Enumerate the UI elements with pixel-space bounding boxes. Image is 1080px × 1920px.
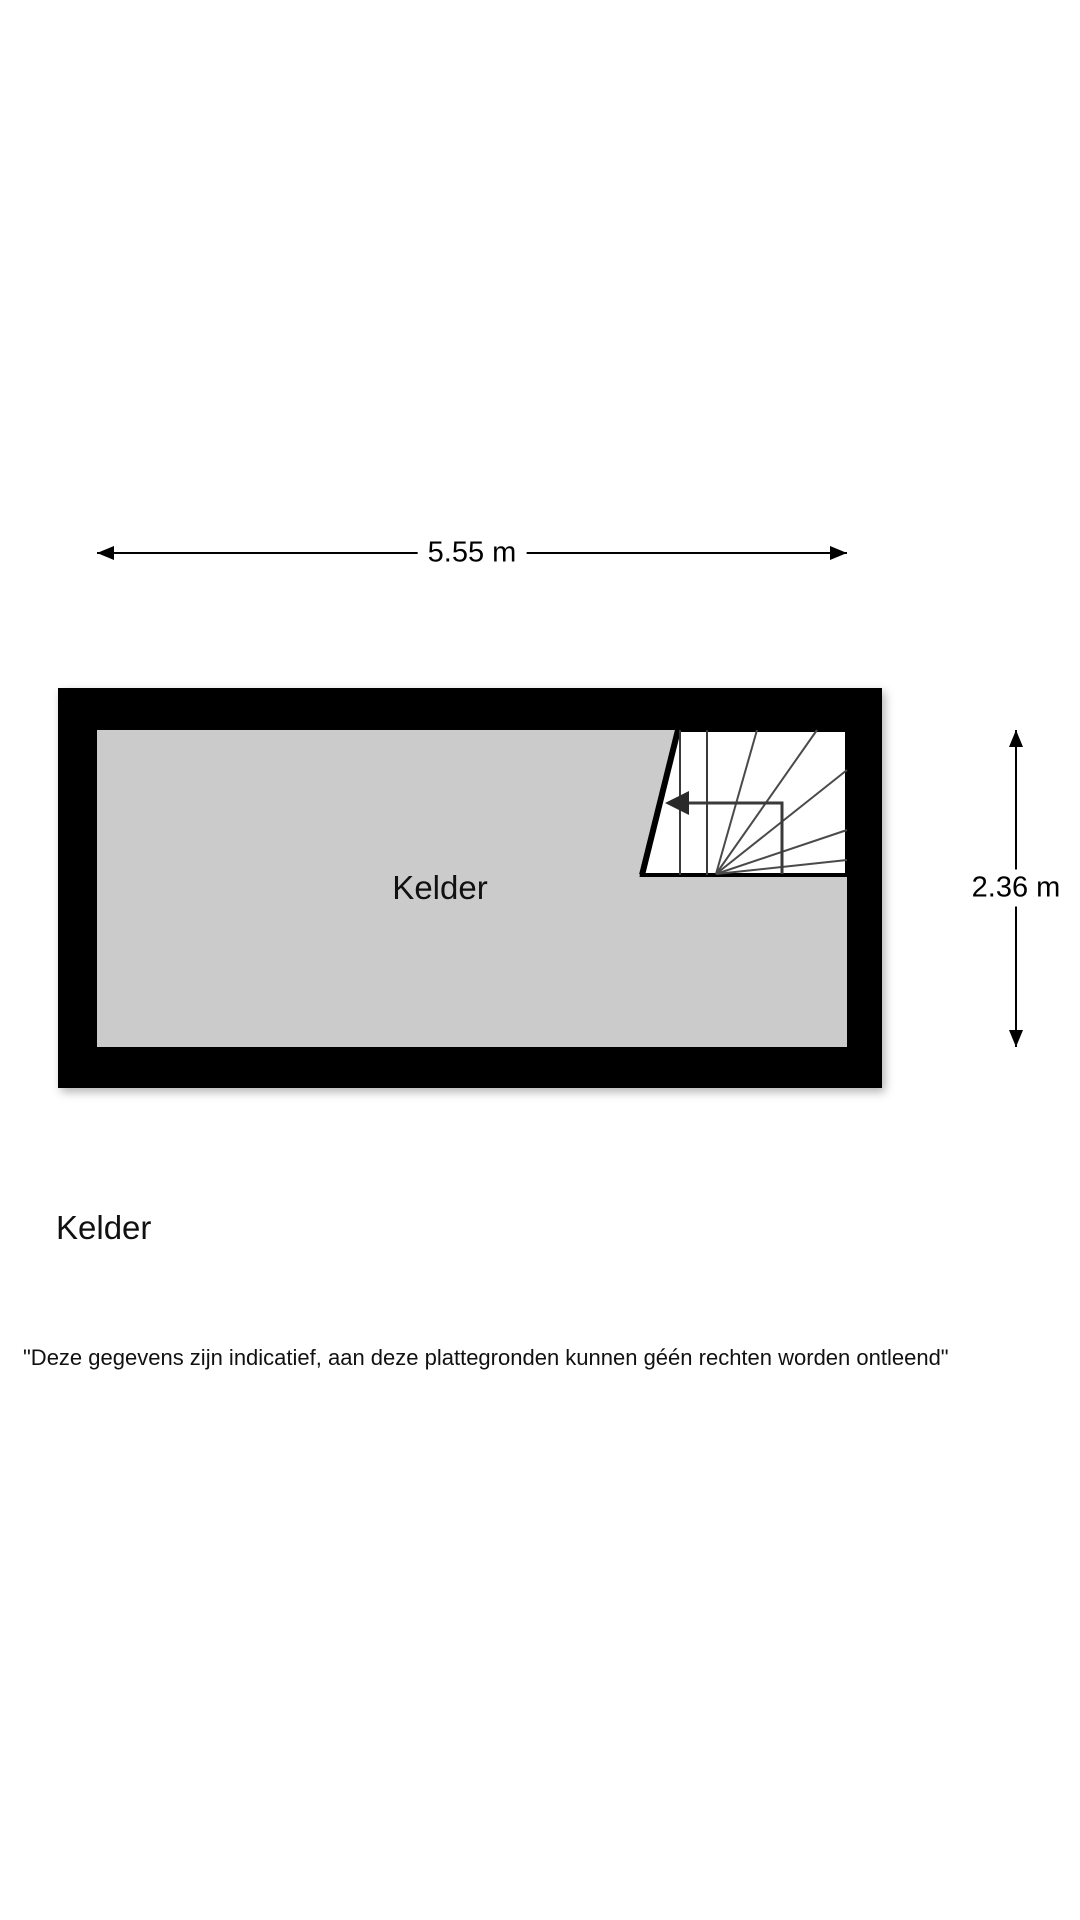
staircase bbox=[642, 730, 847, 875]
arrow-down-icon bbox=[1009, 1030, 1023, 1047]
disclaimer-text: "Deze gegevens zijn indicatief, aan deze plattegronden kunnen géén rechten worden ontleend" bbox=[23, 1345, 949, 1370]
room-label: Kelder bbox=[392, 869, 488, 906]
arrow-left-icon bbox=[97, 546, 114, 560]
floorplan-outline bbox=[58, 688, 882, 1088]
floor-title: Kelder bbox=[56, 1209, 152, 1246]
height-dimension-label: 2.36 m bbox=[964, 870, 1069, 907]
arrow-right-icon bbox=[830, 546, 847, 560]
width-dimension-label: 5.55 m bbox=[418, 535, 527, 572]
arrow-up-icon bbox=[1009, 730, 1023, 747]
